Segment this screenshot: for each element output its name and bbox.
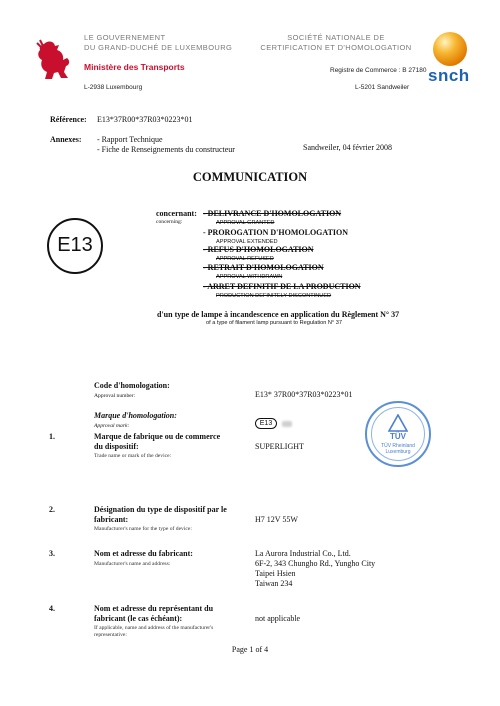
approval-code-value: E13* 37R00*37R03*0223*01 [255,390,353,399]
option-delivrance-en: APPROVAL GRANTED [216,220,275,226]
item-2-title-line-1: Désignation du type de dispositif par le [94,505,227,514]
item-1-title-line-1: Marque de fabrique ou de commerce [94,432,221,441]
option-refus: - REFUS D'HOMOLOGATION [203,245,314,254]
approval-mark-value: E13 [259,420,273,427]
gov-line-1: LE GOUVERNEMENT [84,33,166,42]
snch-sphere-logo [431,30,469,68]
item-2-number: 2. [49,505,55,514]
tuv-stamp-brand: TÜV [390,432,406,441]
approval-mark-label: Marque d'homologation: [94,411,177,420]
registry-number: Registre de Commerce : B 27180 [330,67,427,74]
item-4-value: not applicable [255,614,301,623]
item-4-number: 4. [49,604,55,613]
regulation-en: of a type of filament lamp pursuant to Regulation N° 37 [206,320,342,326]
item-2-sublabel: Manufacturer's name for the type of device: [94,526,192,532]
snch-line-2: CERTIFICATION ET D'HOMOLOGATION [260,43,412,52]
tuv-triangle-icon [388,414,408,432]
option-prorogation-en: APPROVAL EXTENDED [216,239,278,245]
tuv-stamp-line-2: Luxemburg [385,449,411,455]
item-4-sublabel-line-2: representative: [94,632,127,638]
approval-mark-sublabel: Approval mark: [94,423,130,429]
concernant-label: concernant: [156,209,197,218]
approval-code-label: Code d'homologation: [94,381,170,390]
e13-circle-text: E13 [57,234,93,256]
annex-item-2: - Fiche de Renseignements du constructeur [97,145,235,154]
annex-item-1: - Rapport Technique [97,135,163,144]
item-1-number: 1. [49,432,55,441]
document-title: COMMUNICATION [192,170,308,184]
luxembourg-lion-logo [34,38,74,82]
item-4-title-line-1: Nom et adresse du représentant du [94,604,214,613]
concernant-sublabel: concerning: [156,219,183,225]
reference-value: E13*37R00*37R03*0223*01 [97,115,193,124]
item-3-value-line-3: Taipei Hsien [255,569,296,578]
item-1-sublabel: Trade name or mark of the device: [94,453,172,459]
reference-label: Référence: [50,115,87,124]
item-1-title-line-2: du dispositif: [94,442,139,451]
ministry-name: Ministère des Transports [84,62,185,72]
snch-line-1: SOCIÉTÉ NATIONALE DE [287,33,385,42]
item-2-value: H7 12V 55W [255,515,298,524]
item-3-value-line-2: 6F-2, 343 Chungho Rd., Yungho City [255,559,376,568]
option-retrait: - RETRAIT D'HOMOLOGATION [203,263,324,272]
option-retrait-en: APPROVAL WITHDRAWN [216,274,283,280]
item-3-number: 3. [49,549,55,558]
approval-code-sublabel: Approval number: [94,393,136,399]
item-4-title-line-2: fabricant (le cas échéant): [94,614,183,623]
snch-wordmark: snch [428,66,470,85]
gov-line-2: DU GRAND-DUCHÉ DE LUXEMBOURG [84,43,233,52]
item-3-value-line-1: La Aurora Industrial Co., Ltd. [255,549,351,558]
option-prorogation: - PROROGATION D'HOMOLOGATION [203,228,349,237]
item-3-value-line-4: Taiwan 234 [255,579,293,588]
approval-mark-blurred-number [282,421,292,427]
item-3-sublabel: Manufacturer's name and address: [94,561,171,567]
option-refus-en: APPROVAL REFUSED [216,256,274,262]
ministry-address: L-2938 Luxembourg [84,84,143,91]
tuv-stamp-line-1: TÜV Rheinland [381,443,415,449]
option-delivrance: - DELIVRANCE D'HOMOLOGATION [203,209,342,218]
place-date: Sandweiler, 04 février 2008 [303,143,392,152]
item-1-value: SUPERLIGHT [255,442,304,451]
item-4-sublabel-line-1: If applicable, name and address of the manufacturer's [94,625,214,631]
page-number: Page 1 of 4 [231,645,269,654]
option-arret-en: PRODUCTION DEFINITELY DISCONTINUED [216,293,332,299]
regulation-fr: d'un type de lampe à incandescence en application du Règlement N° 37 [157,310,400,319]
option-arret: - ARRET DEFINITIF DE LA PRODUCTION [203,282,361,291]
annexes-label: Annexes: [50,135,82,144]
item-2-title-line-2: fabricant: [94,515,129,524]
snch-address: L-5201 Sandweiler [355,84,410,91]
item-3-title-line-1: Nom et adresse du fabricant: [94,549,193,558]
